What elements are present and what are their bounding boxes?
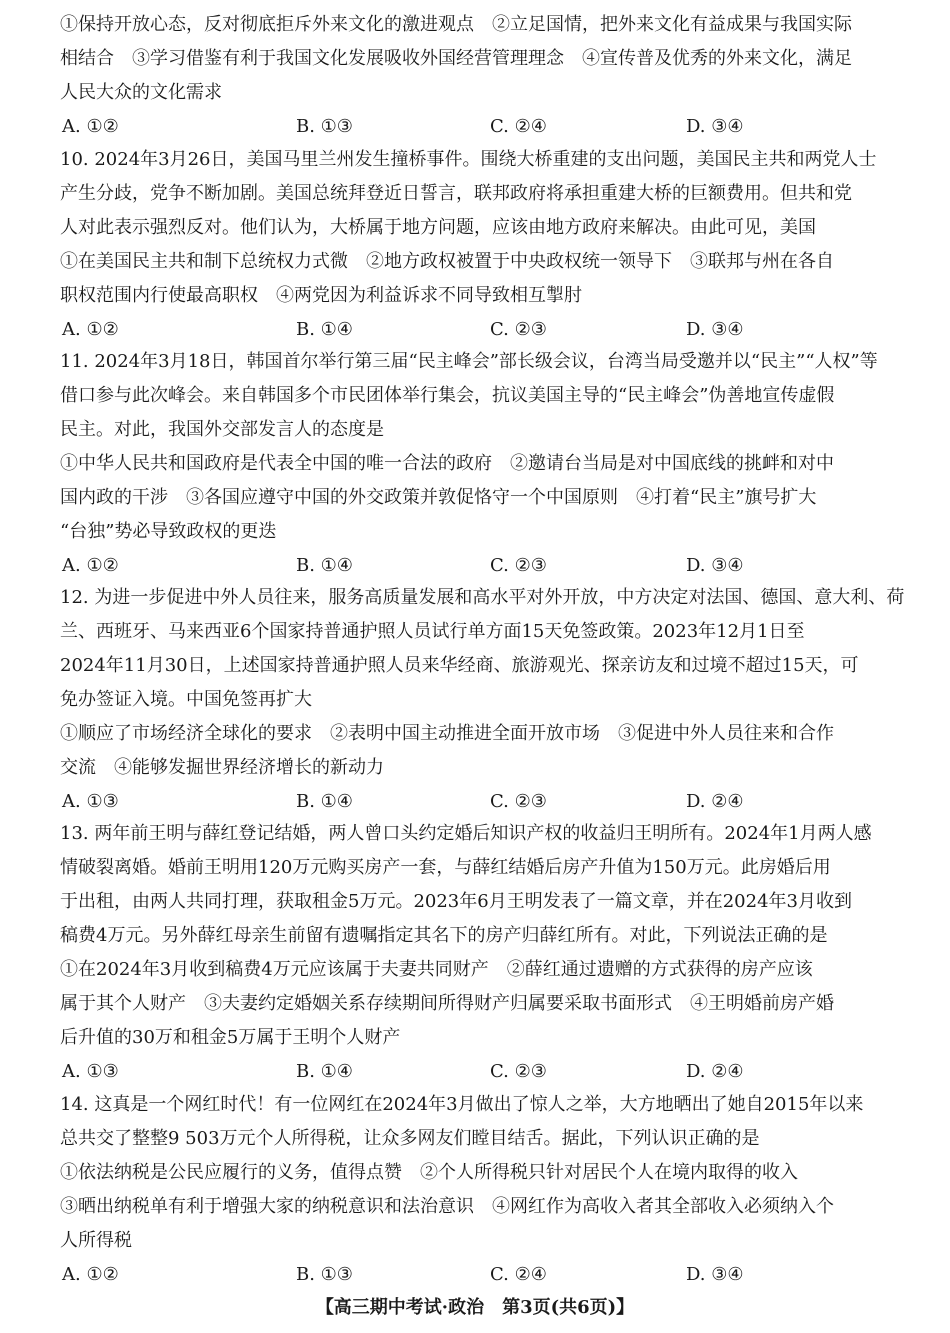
stem-line: 10. 2024年3月26日，美国马里兰州发生撞桥事件。围绕大桥重建的支出问题，美国民主共和两党人士 (60, 149, 877, 170)
option-b: B. ①④ (296, 319, 353, 340)
stem-line: 14. 这真是一个网红时代！有一位网红在2024年3月做出了惊人之举，大方地晒出了她自2015年以来 (60, 1094, 864, 1115)
stem-line: 职权范围内行使最高职权 ④两党因为利益诉求不同导致相互掣肘 (60, 285, 582, 306)
option-d: D. ③④ (686, 555, 744, 576)
option-a: A. ①③ (62, 791, 119, 812)
stem-line: ①中华人民共和国政府是代表全中国的唯一合法的政府 ②邀请台当局是对中国底线的挑衅和对中 (60, 453, 834, 474)
option-a: A. ①③ (62, 1061, 119, 1082)
question-10 (60, 143, 920, 347)
question-12 (60, 581, 920, 819)
stem-line: 国内政的干涉 ③各国应遵守中国的外交政策并敦促恪守一个中国原则 ④打着“民主”旗号扩大 (60, 487, 817, 508)
option-d: D. ③④ (686, 116, 744, 137)
option-b: B. ①④ (296, 555, 353, 576)
stem-line: 情破裂离婚。婚前王明用120万元购买房产一套，与薛红结婚后房产升值为150万元。此房婚后用 (60, 857, 831, 878)
option-d: D. ③④ (686, 1264, 744, 1285)
stem-line: 交流 ④能够发掘世界经济增长的新动力 (60, 757, 384, 778)
options-row (60, 313, 920, 347)
stem-line: ①依法纳税是公民应履行的义务，值得点赞 ②个人所得税只针对居民个人在境内取得的收入 (60, 1162, 798, 1183)
stem-line: 12. 为进一步促进中外人员往来，服务高质量发展和高水平对外开放，中方决定对法国、德国、意大利、荷 (60, 587, 905, 608)
options-row (60, 1055, 920, 1089)
question-9-continuation (60, 8, 920, 144)
stem-line: 人对此表示强烈反对。他们认为，大桥属于地方问题，应该由地方政府来解决。由此可见，美国 (60, 217, 816, 238)
option-a: A. ①② (62, 116, 119, 137)
question-13 (60, 817, 920, 1089)
stem-line: 民主。对此，我国外交部发言人的态度是 (60, 419, 384, 440)
stem-line: 13. 两年前王明与薛红登记结婚，两人曾口头约定婚后知识产权的收益归王明所有。2024年1月两人感 (60, 823, 872, 844)
stem-line: 属于其个人财产 ③夫妻约定婚姻关系存续期间所得财产归属要采取书面形式 ④王明婚前房产婚 (60, 993, 834, 1014)
options-row (60, 549, 920, 583)
option-b: B. ①④ (296, 1061, 353, 1082)
option-d: D. ②④ (686, 791, 744, 812)
page-footer: 【高三期中考试·政治 第3页(共6页)】 (315, 1297, 635, 1318)
question-11 (60, 345, 920, 583)
stem-line: 兰、西班牙、马来西亚6个国家持普通护照人员试行单方面15天免签政策。2023年12月1日至 (60, 621, 805, 642)
stem-line: 借口参与此次峰会。来自韩国多个市民团体举行集会，抗议美国主导的“民主峰会”伪善地宣传虚假 (60, 385, 835, 406)
stem-line: 相结合 ③学习借鉴有利于我国文化发展吸收外国经营管理理念 ④宣传普及优秀的外来文化，满足 (60, 48, 852, 69)
option-d: D. ②④ (686, 1061, 744, 1082)
stem-line: 人所得税 (60, 1230, 132, 1251)
stem-line: 总共交了整整9 503万元个人所得税，让众多网友们瞠目结舌。据此，下列认识正确的是 (60, 1128, 760, 1149)
options-row (60, 785, 920, 819)
option-c: C. ②③ (490, 791, 547, 812)
option-b: B. ①④ (296, 791, 353, 812)
question-14 (60, 1088, 920, 1292)
stem-line: ①保持开放心态，反对彻底拒斥外来文化的激进观点 ②立足国情，把外来文化有益成果与我国实际 (60, 14, 852, 35)
stem-line: ①在美国民主共和制下总统权力式微 ②地方政权被置于中央政权统一领导下 ③联邦与州在各自 (60, 251, 834, 272)
stem-line: 免办签证入境。中国免签再扩大 (60, 689, 312, 710)
stem-line: 稿费4万元。另外薛红母亲生前留有遗嘱指定其名下的房产归薛红所有。对此，下列说法正确的是 (60, 925, 828, 946)
stem-line: ①在2024年3月收到稿费4万元应该属于夫妻共同财产 ②薛红通过遗赠的方式获得的房产应该 (60, 959, 813, 980)
option-c: C. ②④ (490, 116, 547, 137)
option-c: C. ②③ (490, 319, 547, 340)
stem-line: 产生分歧，党争不断加剧。美国总统拜登近日誓言，联邦政府将承担重建大桥的巨额费用。但共和党 (60, 183, 852, 204)
stem-line: 人民大众的文化需求 (60, 82, 222, 103)
option-d: D. ③④ (686, 319, 744, 340)
stem-line: “台独”势必导致政权的更迭 (60, 521, 277, 542)
stem-line: 后升值的30万和租金5万属于王明个人财产 (60, 1027, 401, 1048)
stem-line: ③晒出纳税单有利于增强大家的纳税意识和法治意识 ④网红作为高收入者其全部收入必须纳入个 (60, 1196, 834, 1217)
stem-line: 于出租，由两人共同打理，获取租金5万元。2023年6月王明发表了一篇文章，并在2024年3月收到 (60, 891, 852, 912)
stem-line: 11. 2024年3月18日，韩国首尔举行第三届“民主峰会”部长级会议，台湾当局受邀并以“民主”“人权”等 (60, 351, 878, 372)
stem-line: ①顺应了市场经济全球化的要求 ②表明中国主动推进全面开放市场 ③促进中外人员往来和合作 (60, 723, 834, 744)
option-b: B. ①③ (296, 116, 353, 137)
option-a: A. ①② (62, 1264, 119, 1285)
stem-line: 2024年11月30日，上述国家持普通护照人员来华经商、旅游观光、探亲访友和过境不超过15天，可 (60, 655, 859, 676)
options-row (60, 110, 920, 144)
option-a: A. ①② (62, 319, 119, 340)
options-row (60, 1258, 920, 1292)
option-b: B. ①③ (296, 1264, 353, 1285)
option-c: C. ②④ (490, 1264, 547, 1285)
option-c: C. ②③ (490, 1061, 547, 1082)
option-c: C. ②③ (490, 555, 547, 576)
option-a: A. ①② (62, 555, 119, 576)
